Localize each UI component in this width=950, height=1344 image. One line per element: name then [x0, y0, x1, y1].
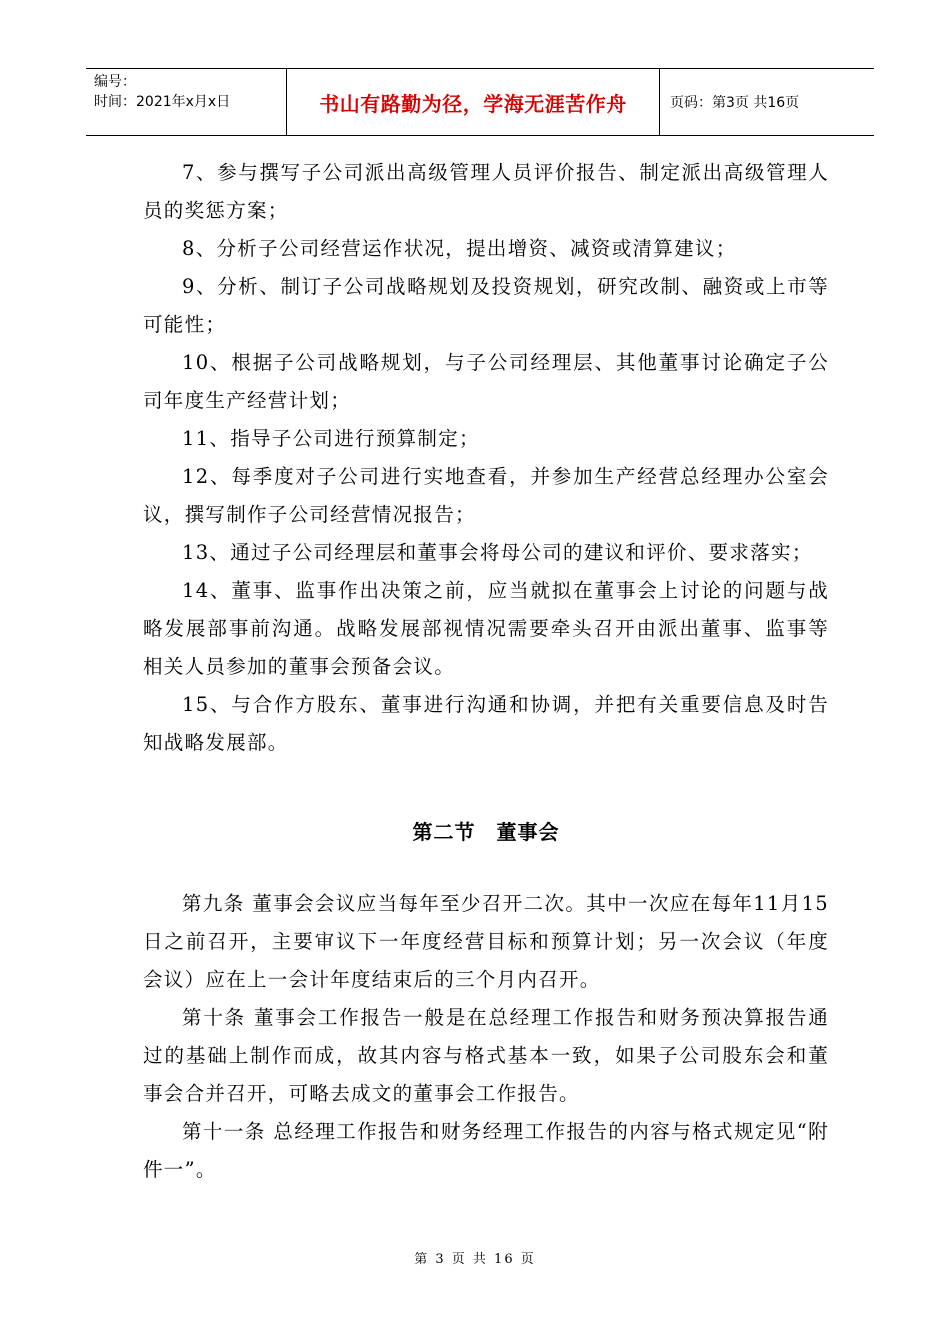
paragraph: 9、分析、制订子公司战略规划及投资规划，研究改制、融资或上市等可能性；	[143, 275, 829, 336]
header-page-cell	[660, 69, 874, 135]
section-title: 第二节 董事会	[412, 820, 560, 844]
header-motto-cell	[287, 69, 660, 135]
paragraph: 11、指导子公司进行预算制定；	[182, 427, 480, 450]
header-page-label: 页码：第3页 共16页	[670, 95, 800, 111]
header-motto: 书山有路勤为径，学海无涯苦作舟	[319, 91, 627, 116]
page-header	[86, 68, 874, 136]
paragraph: 第九条 董事会会议应当每年至少召开二次。其中一次应在每年11月15日之前召开，主要审议下一年度经营目标和预算计划；另一次会议（年度会议）应在上一会计年度结束后的三个月内召开。	[143, 892, 829, 991]
document-number-label: 编号：	[94, 74, 136, 90]
document-time-label: 时间：2021年x月x日	[94, 94, 231, 110]
paragraph: 7、参与撰写子公司派出高级管理人员评价报告、制定派出高级管理人员的奖惩方案；	[143, 161, 829, 222]
paragraph: 12、每季度对子公司进行实地查看，并参加生产经营总经理办公室会议，撰写制作子公司经营情况报告；	[143, 465, 829, 526]
paragraph: 14、董事、监事作出决策之前，应当就拟在董事会上讨论的问题与战略发展部事前沟通。战略发展部视情况需要牵头召开由派出董事、监事等相关人员参加的董事会预备会议。	[143, 579, 829, 678]
document-body	[143, 154, 829, 1189]
paragraph: 第十条 董事会工作报告一般是在总经理工作报告和财务预决算报告通过的基础上制作而成，故其内容与格式基本一致，如果子公司股东会和董事会合并召开，可略去成文的董事会工作报告。	[143, 1006, 829, 1105]
header-meta	[86, 69, 287, 135]
paragraph: 13、通过子公司经理层和董事会将母公司的建议和评价、要求落实；	[182, 541, 813, 564]
paragraph: 第十一条 总经理工作报告和财务经理工作报告的内容与格式规定见“附件一”。	[143, 1120, 829, 1181]
paragraph: 10、根据子公司战略规划，与子公司经理层、其他董事讨论确定子公司年度生产经营计划；	[143, 351, 829, 412]
paragraph: 8、分析子公司经营运作状况，提出增资、减资或清算建议；	[182, 237, 737, 260]
paragraph: 15、与合作方股东、董事进行沟通和协调，并把有关重要信息及时告知战略发展部。	[143, 693, 829, 754]
page-footer: 第 3 页 共 16 页	[414, 1252, 536, 1267]
